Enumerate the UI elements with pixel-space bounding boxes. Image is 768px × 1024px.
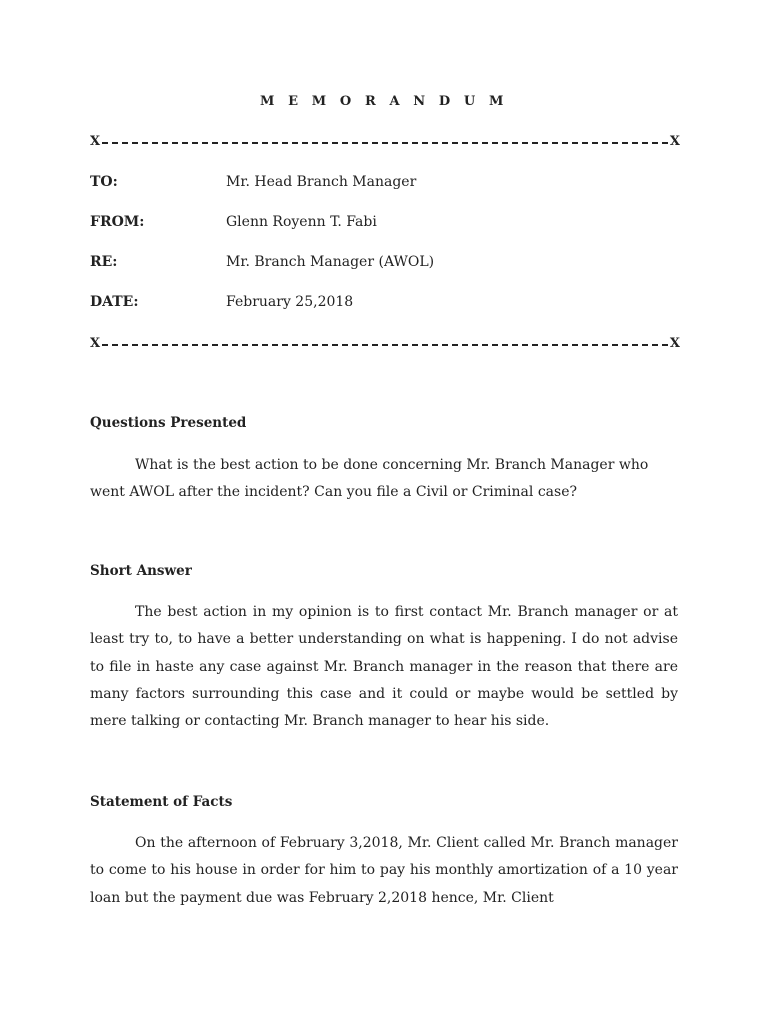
short-answer-heading: Short Answer — [90, 563, 192, 579]
header-bottom-divider — [90, 336, 680, 352]
re-value: Mr. Branch Manager (AWOL) — [226, 254, 435, 270]
re-label: RE: — [90, 254, 118, 270]
questions-presented-heading: Questions Presented — [90, 415, 247, 431]
statement-of-facts-heading: Statement of Facts — [90, 794, 233, 810]
divider-end-right: X — [669, 134, 680, 149]
statement-of-facts-text: On the afternoon of February 3,2018, Mr. Client called Mr. Branch manager to come to his house in order for him to pay his monthly amortization of a 10 year loan but the payment due was February 2,2018 hence, Mr. Client — [90, 835, 678, 906]
questions-presented-text: What is the best action to be done concerning Mr. Branch Manager who went AWOL after the incident? Can you file a Civil or Criminal case? — [90, 457, 649, 501]
divider-dashes — [102, 142, 668, 144]
from-value: Glenn Royenn T. Fabi — [226, 214, 377, 230]
date-label: DATE: — [90, 294, 139, 310]
to-value: Mr. Head Branch Manager — [226, 174, 417, 190]
divider-end-left: X — [90, 134, 101, 149]
short-answer-text: The best action in my opinion is to first contact Mr. Branch manager or at least try to, to have a better understanding on what is happening. I do not advise to file in haste any case against Mr. Branch manager in the reason that there are many factors surrounding this case and it could or maybe would be settled by mere talking or contacting Mr. Branch manager to hear his side. — [90, 604, 678, 730]
from-label: FROM: — [90, 214, 145, 230]
date-value: February 25,2018 — [226, 294, 354, 310]
to-label: TO: — [90, 174, 118, 190]
divider-end-left: X — [90, 336, 101, 351]
divider-end-right: X — [669, 336, 680, 351]
memo-title: M E M O R A N D U M — [260, 94, 508, 109]
header-top-divider — [90, 134, 680, 150]
divider-dashes — [102, 344, 668, 346]
